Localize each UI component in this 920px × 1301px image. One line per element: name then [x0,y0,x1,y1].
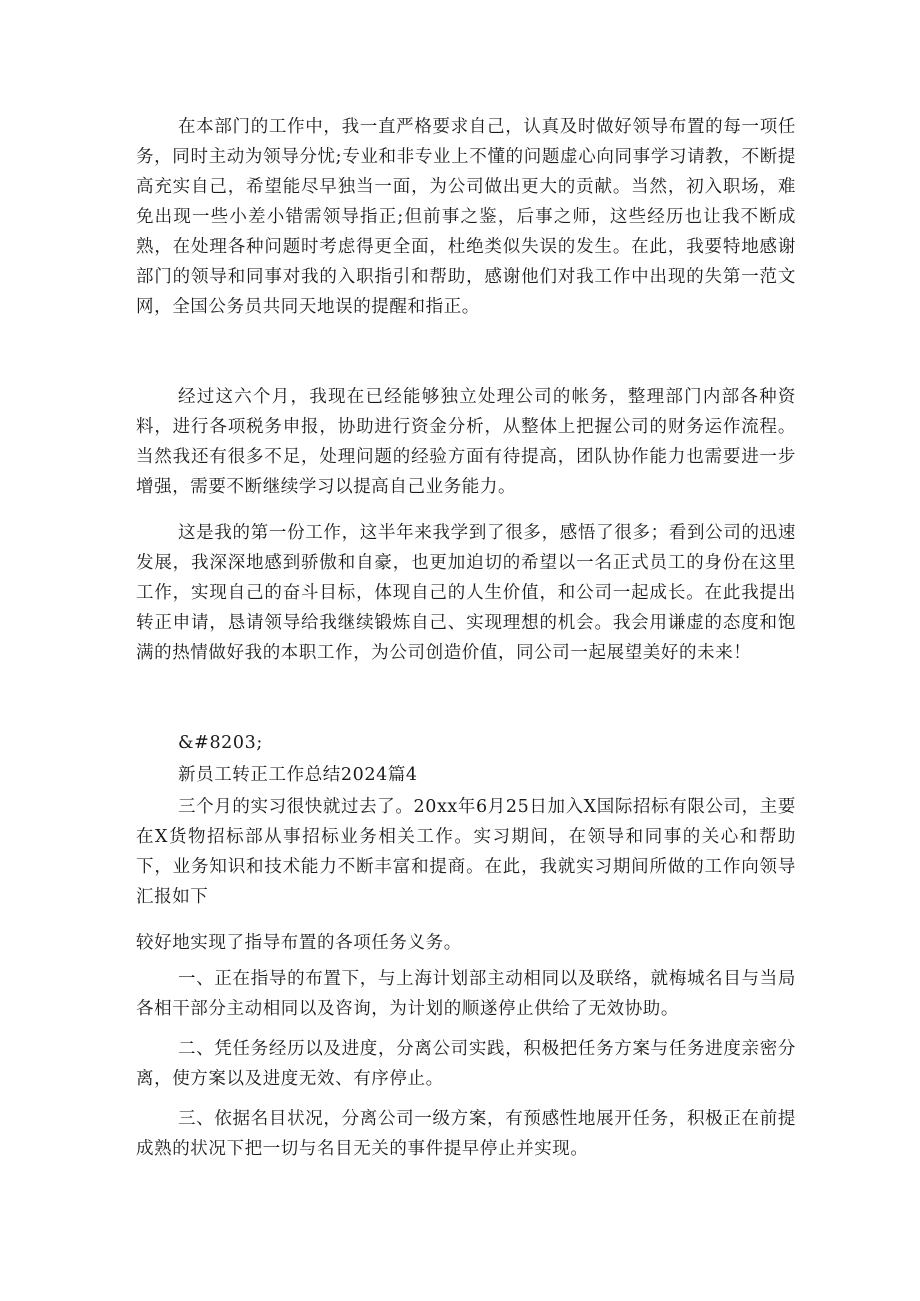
list-item-one: 一、正在指导的布置下，与上海计划部主动相同以及联络，就梅城名目与当局各相干部分主动相同以及咨询，为计划的顺遂停止供给了无效协助。 [136,969,796,1019]
list-item-three: 三、依据名目状况，分离公司一级方案，有预感性地展开任务，积极正在前提成熟的状况下把一切与名目无关的事件提早停止并实现。 [136,1109,796,1159]
paragraph-six-months: 经过这六个月，我现在已经能够独立处理公司的帐务，整理部门内部各种资料，进行各项税务申报，协助进行资金分析，从整体上把握公司的财务运作流程。当然我还有很多不足，处理问题的经验方面有待提高，团队协作能力也需要进一步增强，需要不断继续学习以提高自己业务能力。 [136,387,796,497]
html-entity-text: &#8203; [178,733,263,753]
paragraph-work-attitude: 在本部门的工作中，我一直严格要求自己，认真及时做好领导布置的每一项任务，同时主动为领导分忧;专业和非专业上不懂的问题虚心向同事学习请教，不断提高充实自己，希望能尽早独当一面，为公司做出更大的贡献。当然，初入职场，难免出现一些小差小错需领导指正;但前事之鉴，后事之师，这些经历也让我不断成熟，在处理各种问题时考虑得更全面，杜绝类似失误的发生。在此，我要特地感谢部门的领导和同事对我的入职指引和帮助，感谢他们对我工作中出现的失第一范文网，全国公务员共同天地误的提醒和指正。 [136,117,796,317]
list-item-two: 二、凭任务经历以及进度，分离公司实践，积极把任务方案与任务进度亲密分离，使方案以及进度无效、有序停止。 [136,1039,796,1089]
section-title: 新员工转正工作总结2024篇4 [178,765,418,785]
paragraph-first-job: 这是我的第一份工作，这半年来我学到了很多，感悟了很多；看到公司的迅速发展，我深深地感到骄傲和自豪，也更加迫切的希望以一名正式员工的身份在这里工作，实现自己的奋斗目标，体现自己的人生价值，和公司一起成长。在此我提出转正申请，恳请领导给我继续锻炼自己、实现理想的机会。我会用谦虚的态度和饱满的热情做好我的本职工作，为公司创造价值，同公司一起展望美好的未来！ [136,523,796,663]
paragraph-internship-intro: 三个月的实习很快就过去了。20xx年6月25日加入X国际招标有限公司，主要在X货物招标部从事招标业务相关工作。实习期间，在领导和同事的关心和帮助下，业务知识和技术能力不断丰富和提商。在此，我就实习期间所做的工作向领导汇报如下 [136,797,796,907]
summary-line: 较好地实现了指导布置的各项任务义务。 [136,933,462,953]
